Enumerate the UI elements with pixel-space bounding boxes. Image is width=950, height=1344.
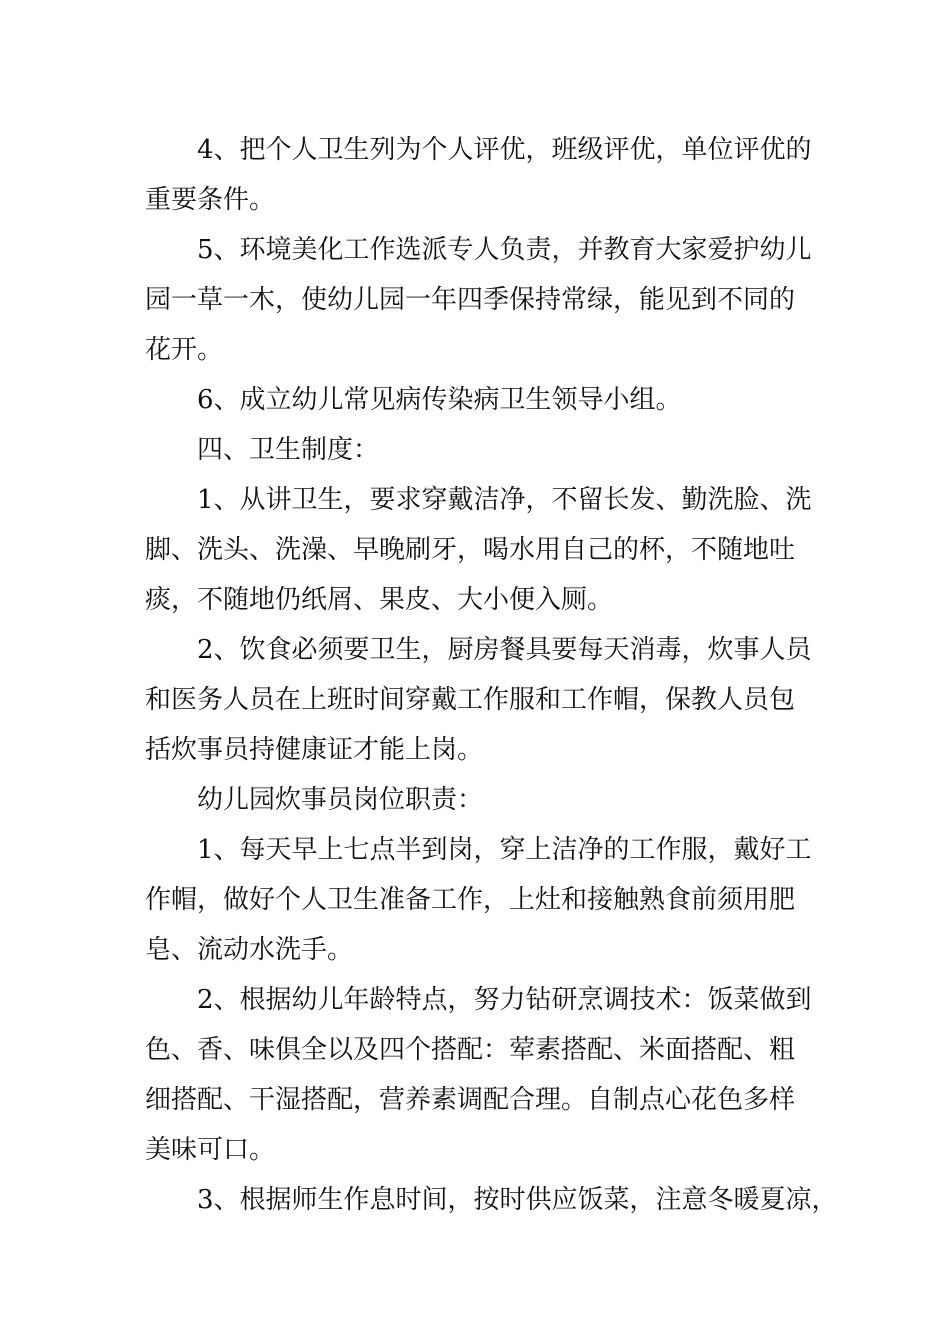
section-heading: 幼儿园炊事员岗位职责： <box>145 785 484 815</box>
text-line: 2、根据幼儿年龄特点，努力钻研烹调技术：饭菜做到 <box>145 985 812 1015</box>
text-line: 脚、洗头、洗澡、早晚刷牙，喝水用自己的杯，不随地吐 <box>145 535 796 565</box>
text-line: 园一草一木，使幼儿园一年四季保持常绿，能见到不同的 <box>145 285 796 315</box>
text-line: 2、饮食必须要卫生，厨房餐具要每天消毒，炊事人员 <box>145 635 812 665</box>
text-line: 痰，不随地仍纸屑、果皮、大小便入厕。 <box>145 585 614 615</box>
text-line: 6、成立幼儿常见病传染病卫生领导小组。 <box>145 385 682 415</box>
text-line: 皂、流动水洗手。 <box>145 935 354 965</box>
text-line: 1、每天早上七点半到岗，穿上洁净的工作服，戴好工 <box>145 835 812 865</box>
text-line: 和医务人员在上班时间穿戴工作服和工作帽，保教人员包 <box>145 685 796 715</box>
text-line: 3、根据师生作息时间，按时供应饭菜，注意冬暖夏凉， <box>145 1185 838 1215</box>
text-line: 4、把个人卫生列为个人评优，班级评优，单位评优的 <box>145 135 812 165</box>
text-line: 花开。 <box>145 335 224 365</box>
text-line: 作帽，做好个人卫生准备工作，上灶和接触熟食前须用肥 <box>145 885 796 915</box>
text-line: 重要条件。 <box>145 185 276 215</box>
text-line: 1、从讲卫生，要求穿戴洁净，不留长发、勤洗脸、洗 <box>145 485 812 515</box>
text-line: 细搭配、干湿搭配，营养素调配合理。自制点心花色多样 <box>145 1085 796 1115</box>
text-line: 括炊事员持健康证才能上岗。 <box>145 735 484 765</box>
text-line: 5、环境美化工作选派专人负责，并教育大家爱护幼儿 <box>145 235 812 265</box>
section-heading: 四、卫生制度： <box>145 435 380 465</box>
text-line: 色、香、味俱全以及四个搭配：荤素搭配、米面搭配、粗 <box>145 1035 796 1065</box>
text-line: 美味可口。 <box>145 1135 276 1165</box>
